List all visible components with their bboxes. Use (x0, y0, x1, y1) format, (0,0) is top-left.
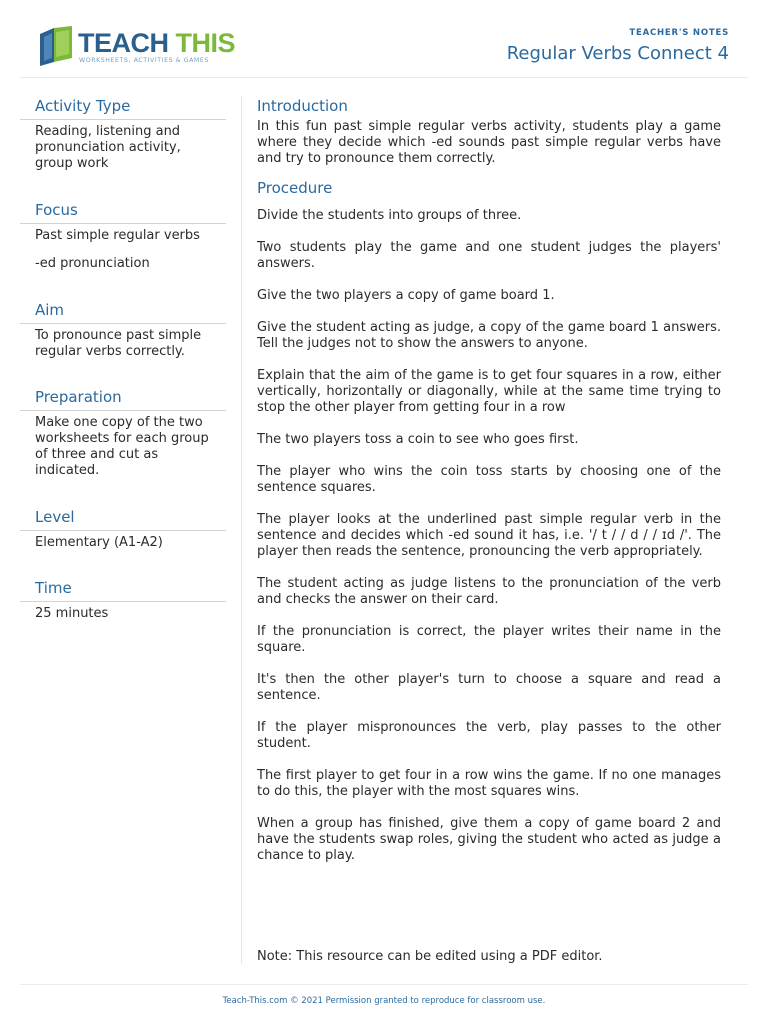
page-header (0, 0, 768, 78)
level-section (20, 507, 226, 578)
activity-type-section (20, 96, 226, 200)
time-text: 25 minutes (35, 606, 109, 621)
procedure-step: Explain that the aim of the game is to get four squares in a row, either vertically, horizontally or diagonally, while at the same time trying to stop the other player from getting four in a row (257, 368, 721, 415)
preparation-text: Make one copy of the two worksheets for each group of three and cut as indicated. (35, 415, 209, 478)
procedure-step: Give the two players a copy of game board 1. (257, 288, 555, 303)
logo-main-text: TEACH (78, 28, 169, 58)
teach-this-logo (36, 24, 236, 70)
preparation-heading: Preparation (20, 387, 226, 411)
time-section (20, 578, 226, 622)
level-text: Elementary (A1-A2) (35, 535, 163, 550)
activity-type-body (20, 120, 226, 200)
focus-body (20, 224, 226, 300)
introduction-heading: Introduction (257, 97, 348, 115)
procedure-step: When a group has finished, give them a copy of game board 2 and have the students swap roles, giving the student who acted as judge a chance to play. (257, 816, 721, 863)
footer-divider (20, 984, 748, 985)
aim-body (20, 324, 226, 387)
time-heading: Time (20, 578, 226, 602)
introduction-text: In this fun past simple regular verbs activity, students play a game where they decide which -ed sounds past simple regular verbs have and try to pronounce them correctly. (257, 119, 721, 166)
procedure-step: The two players toss a coin to see who goes first. (257, 432, 579, 447)
procedure-step: The student acting as judge listens to the pronunciation of the verb and checks the answer on their card. (257, 576, 721, 607)
sidebar (20, 96, 226, 634)
procedure-step: Two students play the game and one student judges the players' answers. (257, 240, 721, 271)
level-heading: Level (20, 507, 226, 531)
page-title: Regular Verbs Connect 4 (506, 43, 729, 64)
procedure-step: It's then the other player's turn to choose a square and read a sentence. (257, 672, 721, 703)
aim-text: To pronounce past simple regular verbs correctly. (35, 328, 202, 359)
main-content (257, 96, 721, 880)
editor-note: Note: This resource can be edited using a PDF editor. (257, 949, 603, 964)
focus-heading: Focus (20, 200, 226, 224)
preparation-section (20, 387, 226, 507)
level-body (20, 531, 226, 578)
aim-heading: Aim (20, 300, 226, 324)
column-divider (241, 96, 242, 964)
procedure-step: The player who wins the coin toss starts by choosing one of the sentence squares. (257, 464, 721, 495)
focus-text-2: -ed pronunciation (35, 256, 150, 271)
procedure-step: Give the student acting as judge, a copy of the game board 1 answers. Tell the judges not to show the answers to anyone. (257, 320, 721, 351)
procedure-step: The player looks at the underlined past simple regular verb in the sentence and decides which -ed sound it has, i.e. '/ t / / d / / ɪd /'. The player then reads the sentence, pronouncing the verb appropriately. (257, 512, 721, 559)
procedure-heading: Procedure (257, 179, 333, 197)
logo-accent-text: THIS (175, 28, 236, 58)
footer-copyright: Teach-This.com © 2021 Permission granted to reproduce for classroom use. (222, 996, 546, 1006)
aim-section (20, 300, 226, 387)
focus-text-1: Past simple regular verbs (35, 228, 200, 243)
teachers-notes-label: TEACHER'S NOTES (629, 28, 729, 38)
preparation-body (20, 411, 226, 507)
procedure-step: Divide the students into groups of three. (257, 208, 522, 223)
procedure-step: If the player mispronounces the verb, play passes to the other student. (257, 720, 721, 751)
activity-type-text: Reading, listening and pronunciation activity, group work (35, 124, 181, 171)
logo-subtitle: WORKSHEETS, ACTIVITIES & GAMES (79, 57, 209, 64)
logo-wordmark (78, 28, 235, 59)
procedure-step: If the pronunciation is correct, the player writes their name in the square. (257, 624, 721, 655)
book-logo-icon (36, 24, 76, 68)
time-body (20, 602, 226, 622)
focus-section (20, 200, 226, 300)
activity-type-heading: Activity Type (20, 96, 226, 120)
header-divider (20, 77, 748, 78)
procedure-step: The first player to get four in a row wins the game. If no one manages to do this, the player with the most squares wins. (257, 768, 721, 799)
